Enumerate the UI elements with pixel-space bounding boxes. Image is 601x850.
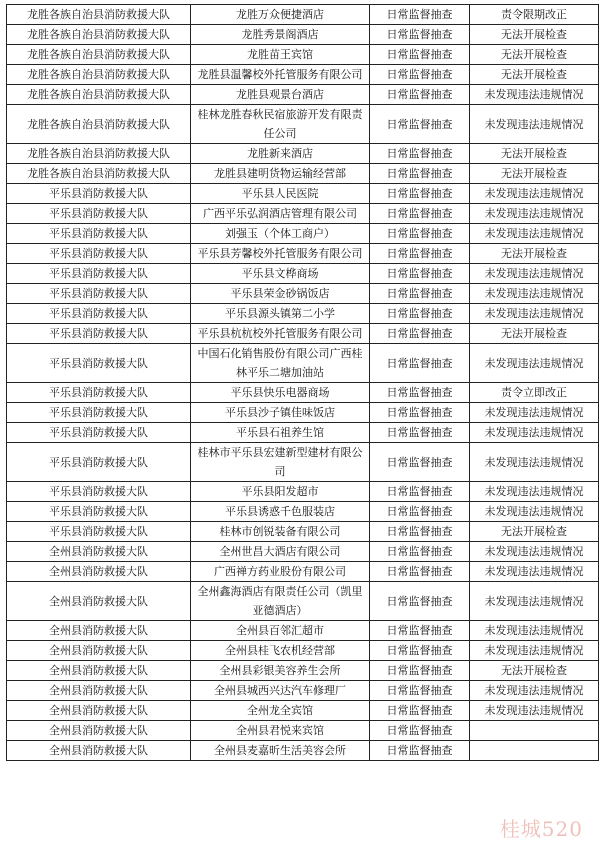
result-cell: 无法开展检查 — [470, 25, 599, 45]
result-cell: 未发现违法违规情况 — [470, 204, 599, 224]
table-row — [7, 144, 599, 164]
result-cell: 无法开展检查 — [470, 144, 599, 164]
unit-cell: 龙胜各族自治县消防救援大队 — [7, 144, 191, 164]
company-cell: 全州县君悦来宾馆 — [191, 721, 370, 741]
unit-cell: 全州县消防救援大队 — [7, 681, 191, 701]
unit-cell: 全州县消防救援大队 — [7, 661, 191, 681]
company-cell: 平乐县诱惑千色服装店 — [191, 502, 370, 522]
table-row — [7, 65, 599, 85]
company-cell: 全州县桂飞农机经营部 — [191, 641, 370, 661]
unit-cell: 平乐县消防救援大队 — [7, 264, 191, 284]
check-type-cell: 日常监督抽查 — [370, 264, 470, 284]
company-cell: 全州县城西兴达汽车修理厂 — [191, 681, 370, 701]
table-row — [7, 582, 599, 621]
table-row — [7, 443, 599, 482]
check-type-cell: 日常监督抽查 — [370, 542, 470, 562]
check-type-cell: 日常监督抽查 — [370, 144, 470, 164]
unit-cell: 龙胜各族自治县消防救援大队 — [7, 85, 191, 105]
result-cell: 未发现违法违规情况 — [470, 482, 599, 502]
unit-cell: 龙胜各族自治县消防救援大队 — [7, 5, 191, 25]
unit-cell: 龙胜各族自治县消防救援大队 — [7, 25, 191, 45]
unit-cell: 平乐县消防救援大队 — [7, 204, 191, 224]
table-row — [7, 383, 599, 403]
table-row — [7, 85, 599, 105]
check-type-cell: 日常监督抽查 — [370, 164, 470, 184]
check-type-cell: 日常监督抽查 — [370, 344, 470, 383]
result-cell: 未发现违法违规情况 — [470, 641, 599, 661]
company-cell: 平乐县阳发超市 — [191, 482, 370, 502]
check-type-cell: 日常监督抽查 — [370, 502, 470, 522]
company-cell: 全州县彩银美容养生会所 — [191, 661, 370, 681]
unit-cell: 平乐县消防救援大队 — [7, 423, 191, 443]
check-type-cell: 日常监督抽查 — [370, 661, 470, 681]
result-cell: 未发现违法违规情况 — [470, 224, 599, 244]
table-row — [7, 721, 599, 741]
unit-cell: 平乐县消防救援大队 — [7, 383, 191, 403]
table-row — [7, 164, 599, 184]
company-cell: 平乐县荣金砂锅饭店 — [191, 284, 370, 304]
company-cell: 刘强玉（个体工商户） — [191, 224, 370, 244]
company-cell: 龙胜苗王宾馆 — [191, 45, 370, 65]
check-type-cell: 日常监督抽查 — [370, 184, 470, 204]
unit-cell: 全州县消防救援大队 — [7, 741, 191, 761]
unit-cell: 平乐县消防救援大队 — [7, 502, 191, 522]
result-cell: 无法开展检查 — [470, 65, 599, 85]
table-row — [7, 741, 599, 761]
table-row — [7, 45, 599, 65]
watermark: 桂城520 — [499, 817, 583, 841]
table-row — [7, 244, 599, 264]
company-cell: 平乐县文桦商场 — [191, 264, 370, 284]
result-cell — [470, 721, 599, 741]
check-type-cell: 日常监督抽查 — [370, 403, 470, 423]
check-type-cell: 日常监督抽查 — [370, 105, 470, 144]
unit-cell: 平乐县消防救援大队 — [7, 443, 191, 482]
table-row — [7, 264, 599, 284]
result-cell: 未发现违法违规情况 — [470, 582, 599, 621]
company-cell: 广西平乐弘润酒店管理有限公司 — [191, 204, 370, 224]
result-cell: 未发现违法违规情况 — [470, 85, 599, 105]
check-type-cell: 日常监督抽查 — [370, 25, 470, 45]
company-cell: 全州世昌大酒店有限公司 — [191, 542, 370, 562]
table-row — [7, 482, 599, 502]
unit-cell: 全州县消防救援大队 — [7, 721, 191, 741]
company-cell: 广西禅方药业股份有限公司 — [191, 562, 370, 582]
check-type-cell: 日常监督抽查 — [370, 741, 470, 761]
unit-cell: 平乐县消防救援大队 — [7, 403, 191, 423]
company-cell: 龙胜县温馨校外托管服务有限公司 — [191, 65, 370, 85]
table-row — [7, 522, 599, 542]
table-row — [7, 184, 599, 204]
table-row — [7, 621, 599, 641]
unit-cell: 龙胜各族自治县消防救援大队 — [7, 45, 191, 65]
unit-cell: 平乐县消防救援大队 — [7, 482, 191, 502]
company-cell: 平乐县源头镇第二小学 — [191, 304, 370, 324]
result-cell: 未发现违法违规情况 — [470, 443, 599, 482]
table-row — [7, 224, 599, 244]
unit-cell: 平乐县消防救援大队 — [7, 324, 191, 344]
result-cell: 无法开展检查 — [470, 45, 599, 65]
table-row — [7, 681, 599, 701]
unit-cell: 平乐县消防救援大队 — [7, 244, 191, 264]
check-type-cell: 日常监督抽查 — [370, 85, 470, 105]
table-row — [7, 661, 599, 681]
check-type-cell: 日常监督抽查 — [370, 244, 470, 264]
table-row — [7, 542, 599, 562]
unit-cell: 平乐县消防救援大队 — [7, 184, 191, 204]
company-cell: 平乐县芳馨校外托管服务有限公司 — [191, 244, 370, 264]
check-type-cell: 日常监督抽查 — [370, 621, 470, 641]
check-type-cell: 日常监督抽查 — [370, 224, 470, 244]
check-type-cell: 日常监督抽查 — [370, 324, 470, 344]
result-cell: 未发现违法违规情况 — [470, 105, 599, 144]
check-type-cell: 日常监督抽查 — [370, 641, 470, 661]
company-cell: 全州龙全宾馆 — [191, 701, 370, 721]
check-type-cell: 日常监督抽查 — [370, 284, 470, 304]
table-row — [7, 344, 599, 383]
result-cell — [470, 741, 599, 761]
result-cell: 未发现违法违规情况 — [470, 542, 599, 562]
result-cell: 无法开展检查 — [470, 164, 599, 184]
check-type-cell: 日常监督抽查 — [370, 482, 470, 502]
result-cell: 责令立即改正 — [470, 383, 599, 403]
unit-cell: 全州县消防救援大队 — [7, 542, 191, 562]
check-type-cell: 日常监督抽查 — [370, 701, 470, 721]
check-type-cell: 日常监督抽查 — [370, 522, 470, 542]
company-cell: 中国石化销售股份有限公司广西桂林平乐二塘加油站 — [191, 344, 370, 383]
company-cell: 平乐县沙子镇佳味饭店 — [191, 403, 370, 423]
company-cell: 平乐县快乐电器商场 — [191, 383, 370, 403]
result-cell: 未发现违法违规情况 — [470, 304, 599, 324]
company-cell: 全州县麦嘉昕生活美容会所 — [191, 741, 370, 761]
result-cell: 无法开展检查 — [470, 661, 599, 681]
check-type-cell: 日常监督抽查 — [370, 562, 470, 582]
result-cell: 责令限期改正 — [470, 5, 599, 25]
result-cell: 未发现违法违规情况 — [470, 701, 599, 721]
result-cell: 无法开展检查 — [470, 522, 599, 542]
result-cell: 未发现违法违规情况 — [470, 423, 599, 443]
result-cell: 未发现违法违规情况 — [470, 284, 599, 304]
table-row — [7, 423, 599, 443]
company-cell: 龙胜县建明货物运输经营部 — [191, 164, 370, 184]
table-row — [7, 324, 599, 344]
unit-cell: 平乐县消防救援大队 — [7, 522, 191, 542]
result-cell: 未发现违法违规情况 — [470, 502, 599, 522]
unit-cell: 全州县消防救援大队 — [7, 582, 191, 621]
table-row — [7, 284, 599, 304]
unit-cell: 全州县消防救援大队 — [7, 701, 191, 721]
table-row — [7, 25, 599, 45]
result-cell: 未发现违法违规情况 — [470, 621, 599, 641]
unit-cell: 龙胜各族自治县消防救援大队 — [7, 164, 191, 184]
unit-cell: 全州县消防救援大队 — [7, 621, 191, 641]
table-row — [7, 105, 599, 144]
check-type-cell: 日常监督抽查 — [370, 65, 470, 85]
company-cell: 平乐县杭杭校外托管服务有限公司 — [191, 324, 370, 344]
unit-cell: 平乐县消防救援大队 — [7, 304, 191, 324]
company-cell: 龙胜秀景阁酒店 — [191, 25, 370, 45]
company-cell: 龙胜万众便捷酒店 — [191, 5, 370, 25]
unit-cell: 全州县消防救援大队 — [7, 641, 191, 661]
table-row — [7, 701, 599, 721]
company-cell: 龙胜新来酒店 — [191, 144, 370, 164]
table-row — [7, 5, 599, 25]
check-type-cell: 日常监督抽查 — [370, 383, 470, 403]
result-cell: 未发现违法违规情况 — [470, 562, 599, 582]
company-cell: 龙胜县观景台酒店 — [191, 85, 370, 105]
unit-cell: 平乐县消防救援大队 — [7, 224, 191, 244]
check-type-cell: 日常监督抽查 — [370, 582, 470, 621]
table-row — [7, 641, 599, 661]
company-cell: 全州鑫海酒店有限责任公司（凯里亚德酒店） — [191, 582, 370, 621]
unit-cell: 龙胜各族自治县消防救援大队 — [7, 65, 191, 85]
company-cell: 桂林市平乐县宏建新型建材有限公司 — [191, 443, 370, 482]
check-type-cell: 日常监督抽查 — [370, 721, 470, 741]
check-type-cell: 日常监督抽查 — [370, 204, 470, 224]
check-type-cell: 日常监督抽查 — [370, 304, 470, 324]
company-cell: 全州县百邻汇超市 — [191, 621, 370, 641]
company-cell: 平乐县石祖养生馆 — [191, 423, 370, 443]
unit-cell: 龙胜各族自治县消防救援大队 — [7, 105, 191, 144]
check-type-cell: 日常监督抽查 — [370, 5, 470, 25]
result-cell: 未发现违法违规情况 — [470, 264, 599, 284]
unit-cell: 平乐县消防救援大队 — [7, 344, 191, 383]
result-cell: 无法开展检查 — [470, 244, 599, 264]
check-type-cell: 日常监督抽查 — [370, 443, 470, 482]
table-row — [7, 403, 599, 423]
inspection-table — [6, 4, 599, 761]
table-row — [7, 304, 599, 324]
company-cell: 桂林市创锐装备有限公司 — [191, 522, 370, 542]
table-row — [7, 502, 599, 522]
result-cell: 未发现违法违规情况 — [470, 681, 599, 701]
unit-cell: 全州县消防救援大队 — [7, 562, 191, 582]
table-row — [7, 204, 599, 224]
check-type-cell: 日常监督抽查 — [370, 681, 470, 701]
result-cell: 未发现违法违规情况 — [470, 184, 599, 204]
company-cell: 平乐县人民医院 — [191, 184, 370, 204]
result-cell: 未发现违法违规情况 — [470, 403, 599, 423]
result-cell: 无法开展检查 — [470, 324, 599, 344]
result-cell: 未发现违法违规情况 — [470, 344, 599, 383]
company-cell: 桂林龙胜春秋民宿旅游开发有限责任公司 — [191, 105, 370, 144]
check-type-cell: 日常监督抽查 — [370, 45, 470, 65]
check-type-cell: 日常监督抽查 — [370, 423, 470, 443]
table-row — [7, 562, 599, 582]
unit-cell: 平乐县消防救援大队 — [7, 284, 191, 304]
